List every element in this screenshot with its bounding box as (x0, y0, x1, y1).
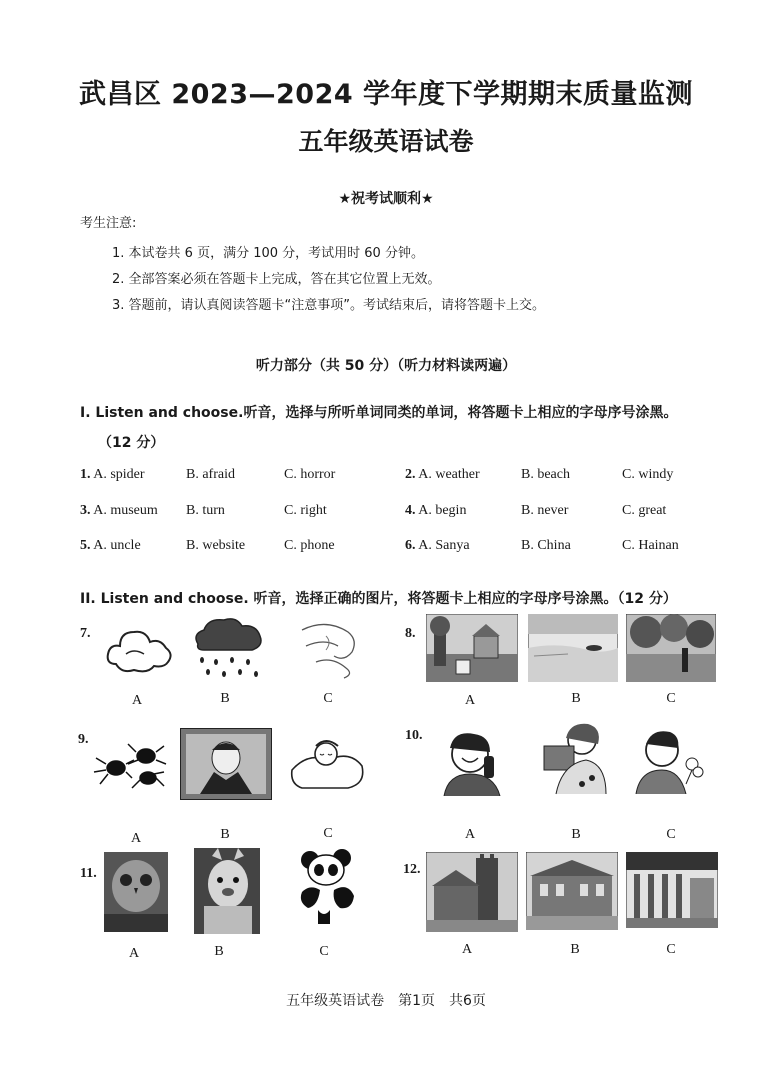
spiders-picture (92, 738, 168, 790)
building-photo (626, 852, 718, 928)
option-c: C. great (622, 503, 667, 518)
option-label: A (131, 693, 143, 708)
question-number: 6. (405, 538, 416, 553)
option-a: A. museum (93, 503, 158, 518)
option-label: C (666, 691, 676, 706)
notice-item: 2. 全部答案必须在答题卡上完成，答在其它位置上无效。 (112, 272, 441, 287)
option-label: B (571, 691, 581, 706)
alpaca-photo (194, 848, 260, 934)
option-label: B (220, 827, 230, 842)
boy-with-flower-picture (628, 726, 708, 794)
question-10-number: 10. (405, 728, 423, 743)
question-11-number: 11. (80, 866, 97, 881)
wind-picture (296, 616, 366, 680)
option-a: A. weather (418, 467, 480, 482)
question-8-number: 8. (405, 626, 416, 641)
option-b: B. China (521, 538, 571, 553)
rain-picture (190, 614, 266, 684)
question-2 (405, 467, 480, 483)
option-label: C (666, 827, 676, 842)
notice-item: 3. 答题前，请认真阅读答题卡“注意事项”。考试结束后，请将答题卡上交。 (112, 298, 546, 313)
option-label: B (570, 942, 580, 957)
option-label: A (464, 693, 476, 708)
beach-photo (528, 614, 618, 682)
option-label: C (666, 942, 676, 957)
option-label: B (571, 827, 581, 842)
part2-instruction: II. Listen and choose. 听音，选择正确的图片，将答题卡上相应的字母序号涂黑。（12 分） (80, 591, 677, 607)
vampire-picture (180, 728, 272, 800)
part1-instruction: I. Listen and choose.听音，选择与所听单词同类的单词，将答题卡上相应的字母序号涂黑。 (80, 405, 678, 421)
trees-photo (626, 614, 716, 682)
option-b: B. turn (186, 503, 225, 518)
option-c: C. windy (622, 467, 674, 482)
option-a: A. Sanya (418, 538, 470, 553)
option-c: C. Hainan (622, 538, 679, 553)
question-12-number: 12. (403, 862, 421, 877)
girl-reading-picture (536, 720, 614, 796)
option-c: C. phone (284, 538, 335, 553)
question-4 (405, 503, 466, 519)
option-label: B (220, 691, 230, 706)
question-number: 5. (80, 538, 91, 553)
exam-title: 武昌区 2023—2024 学年度下学期期末质量监测 (78, 79, 694, 110)
option-label: A (461, 942, 473, 957)
question-3 (80, 503, 158, 519)
option-b: B. afraid (186, 467, 235, 482)
option-label: A (130, 831, 142, 846)
question-number: 4. (405, 503, 416, 518)
sleeping-child-picture (288, 730, 366, 792)
option-b: B. beach (521, 467, 570, 482)
notice-item: 1. 本试卷共 6 页，满分 100 分，考试用时 60 分钟。 (112, 246, 424, 261)
option-a: A. begin (418, 503, 467, 518)
good-luck-line: ★祝考试顺利★ (338, 191, 434, 207)
question-9-number: 9. (78, 732, 89, 747)
question-6 (405, 538, 470, 554)
cloud-picture (104, 620, 174, 680)
option-b: B. website (186, 538, 246, 553)
option-c: C. horror (284, 467, 336, 482)
part1-points: （12 分） (98, 435, 165, 451)
option-label: A (128, 946, 140, 961)
page-footer: 五年级英语试卷 第1页 共6页 (286, 993, 486, 1009)
notice-heading: 考生注意: (80, 216, 137, 231)
boy-on-phone-picture (432, 726, 516, 796)
park-photo (426, 614, 518, 682)
question-1 (80, 467, 145, 483)
option-b: B. never (521, 503, 569, 518)
exam-subtitle: 五年级英语试卷 (298, 127, 474, 156)
option-a: A. uncle (93, 538, 141, 553)
option-label: C (319, 944, 329, 959)
question-number: 1. (80, 467, 91, 482)
option-label: C (323, 691, 333, 706)
listening-heading: 听力部分（共 50 分）（听力材料读两遍） (255, 358, 517, 374)
option-label: C (323, 826, 333, 841)
question-5 (80, 538, 141, 554)
church-photo (426, 852, 518, 932)
question-number: 3. (80, 503, 91, 518)
option-label: B (214, 944, 224, 959)
option-c: C. right (284, 503, 327, 518)
question-number: 2. (405, 467, 416, 482)
panda-picture (296, 848, 362, 926)
option-a: A. spider (93, 467, 145, 482)
owl-photo (104, 852, 168, 932)
museum-photo (526, 852, 618, 930)
option-label: A (464, 827, 476, 842)
question-7-number: 7. (80, 626, 91, 641)
